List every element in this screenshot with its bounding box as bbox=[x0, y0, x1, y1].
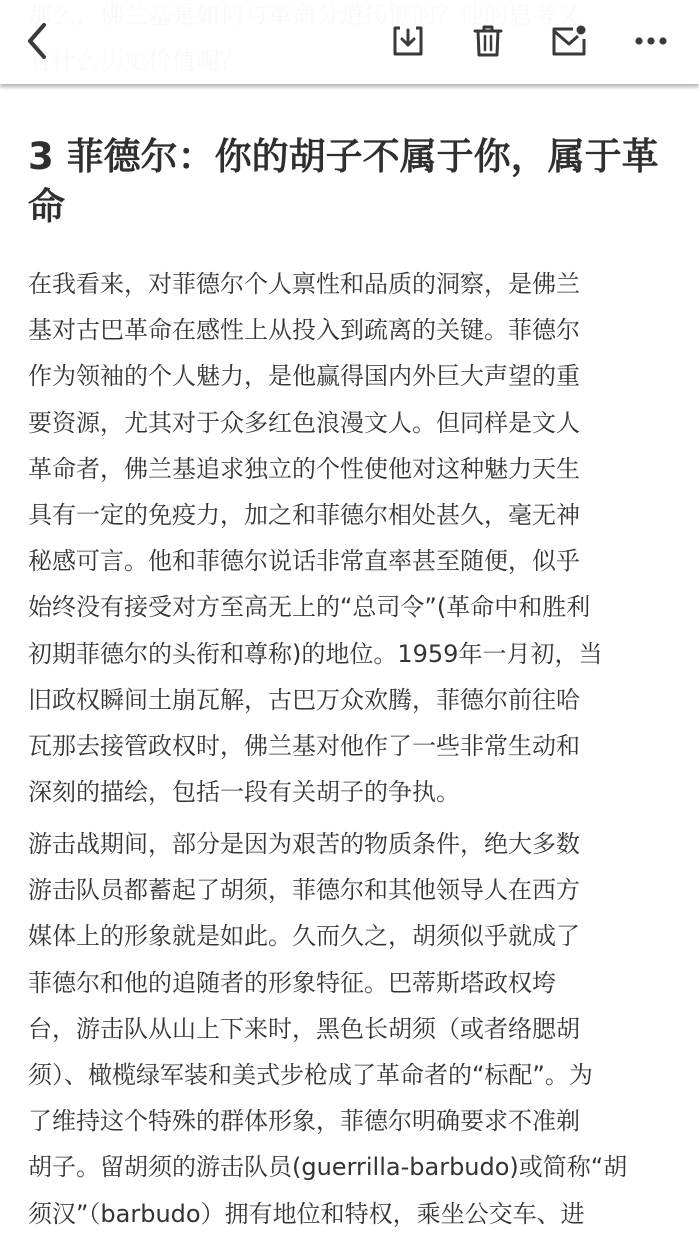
article-heading: 3 菲德尔：你的胡子不属于你，属于革命 bbox=[28, 135, 659, 228]
chevron-left-icon bbox=[22, 21, 52, 61]
text-line: 媒体上的形象就是如此。久而久之，胡须似乎就成了 bbox=[28, 922, 580, 951]
text-line: 在我看来，对菲德尔个人禀性和品质的洞察，是佛兰 bbox=[28, 270, 580, 298]
paragraph-2 bbox=[28, 821, 673, 1237]
text-line: 了维持这个特殊的群体形象，菲德尔明确要求不准剃 bbox=[28, 1107, 580, 1136]
text-line: 须汉”（barbudo）拥有地位和特权，乘坐公交车、进 bbox=[28, 1199, 585, 1228]
text-line: 胡子。留胡须的游击队员(guerrilla-barbudo)或简称“胡 bbox=[28, 1153, 628, 1182]
archive-download-icon bbox=[391, 24, 425, 58]
text-line: 菲德尔和他的追随者的形象特征。巴蒂斯塔政权垮 bbox=[28, 968, 556, 997]
top-toolbar bbox=[0, 0, 699, 84]
back-button[interactable] bbox=[10, 14, 64, 68]
paragraph-1 bbox=[28, 261, 673, 815]
text-line: 深刻的描绘，包括一段有关胡子的争执。 bbox=[28, 778, 460, 807]
text-line: 游击战期间，部分是因为艰苦的物质条件，绝大多数 bbox=[28, 830, 580, 858]
trash-icon bbox=[473, 24, 503, 58]
archive-button[interactable] bbox=[381, 14, 435, 68]
envelope-icon bbox=[551, 24, 587, 58]
text-line: 作为领袖的个人魅力，是他赢得国内外巨大声望的重 bbox=[28, 362, 580, 391]
more-button[interactable] bbox=[624, 14, 678, 68]
text-line: 要资源，尤其对于众多红色浪漫文人。但同样是文人 bbox=[28, 408, 580, 437]
text-line: 游击队员都蓄起了胡须，菲德尔和其他领导人在西方 bbox=[28, 876, 580, 905]
delete-button[interactable] bbox=[461, 14, 515, 68]
text-line: 瓦那去接管政权时，佛兰基对他作了一些非常生动和 bbox=[28, 732, 580, 761]
more-horizontal-icon bbox=[635, 36, 667, 46]
text-line: 始终没有接受对方至高无上的“总司令”(革命中和胜利 bbox=[28, 593, 591, 622]
text-line: 基对古巴革命在感性上从投入到疏离的关键。菲德尔 bbox=[28, 316, 580, 345]
text-line: 旧政权瞬间土崩瓦解，古巴万众欢腾，菲德尔前往哈 bbox=[28, 685, 580, 714]
text-line: 初期菲德尔的头衔和尊称)的地位。1959年一月初，当 bbox=[28, 639, 603, 668]
text-line: 革命者，佛兰基追求独立的个性使他对这种魅力天生 bbox=[28, 454, 580, 483]
text-line: 台，游击队从山上下来时，黑色长胡须（或者络腮胡 bbox=[28, 1014, 580, 1043]
text-line: 秘感可言。他和菲德尔说话非常直率甚至随便，似乎 bbox=[28, 547, 580, 576]
mail-button[interactable] bbox=[542, 14, 596, 68]
text-line: 具有一定的免疫力，加之和菲德尔相处甚久，毫无神 bbox=[28, 501, 580, 530]
text-line: 须）、橄榄绿军装和美式步枪成了革命者的“标配”。为 bbox=[28, 1061, 593, 1090]
